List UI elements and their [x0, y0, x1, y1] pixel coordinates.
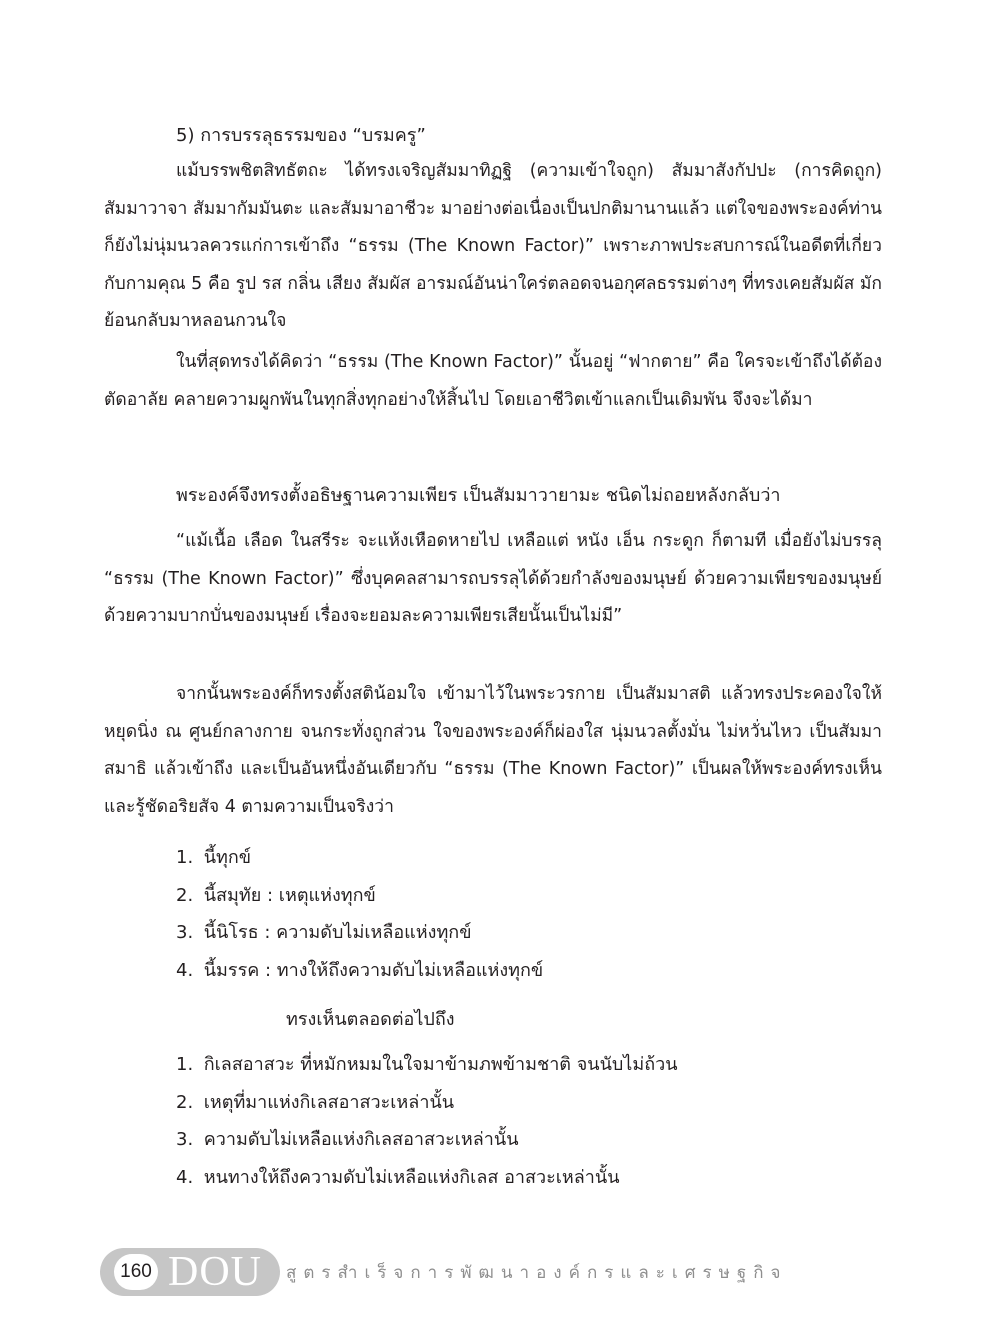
noble-truths-list — [176, 839, 543, 989]
list-item-text: เหตุที่มาแห่งกิเลสอาสวะเหล่านั้น — [203, 1091, 455, 1113]
paragraph-3: พระองค์จึงทรงตั้งอธิษฐานความเพียร เป็นสัมมาวายามะ ชนิดไม่ถอยหลังกลับว่า — [176, 485, 781, 506]
list-item-number: 1. — [176, 847, 194, 868]
paragraph-4-text: “แม้เนื้อ เลือด ในสรีระ จะแห้งเหือดหายไป เหลือแต่ หนัง เอ็น กระดูก ก็ตามที เมื่อยังไม่บรรลุ “ธรรม (The Known Factor)” ซึ่งบุคคลสามารถบรรลุได้ด้วยกำลังของมนุษย์ ด้วยความเพียรของมนุษย์ ด้วยความบากบั่นของมนุษย์ เรื่องจะยอมละความเพียรเสียนั้นเป็นไม่มี” — [104, 531, 882, 626]
list-item-number: 3. — [176, 922, 194, 943]
dou-logo: DOU — [168, 1249, 262, 1295]
list-item — [176, 914, 543, 952]
section-heading: 5) การบรรลุธรรมของ “บรมครู” — [176, 125, 426, 146]
list-item-number: 3. — [176, 1129, 194, 1150]
list-item — [176, 1159, 678, 1197]
list-item-number: 2. — [176, 1091, 194, 1113]
paragraph-4-quote — [104, 523, 882, 636]
list-item — [176, 1084, 678, 1122]
list-item — [176, 1046, 678, 1084]
list-item-number: 4. — [176, 1166, 194, 1188]
list-item — [176, 877, 543, 915]
page-footer — [100, 1248, 900, 1298]
footer-badge — [100, 1248, 280, 1296]
defilements-list — [176, 1046, 678, 1196]
list-item-text: หนทางให้ถึงความดับไม่เหลือแห่งกิเลส อาสวะเหล่านั้น — [203, 1166, 620, 1188]
list-item-text: นี้นิโรธ : ความดับไม่เหลือแห่งทุกข์ — [203, 922, 472, 943]
list-item — [176, 952, 543, 990]
paragraph-1-text: แม้บรรพชิตสิทธัตถะ ได้ทรงเจริญสัมมาทิฏฐิ (ความเข้าใจถูก) สัมมาสังกัปปะ (การคิดถูก) สัมมาวาจา สัมมากัมมันตะ และสัมมาอาชีวะ มาอย่างต่อเนื่องเป็นปกติมานานแล้ว แต่ใจของพระองค์ท่าน ก็ยังไม่นุ่มนวลควรแก่การเข้าถึง “ธรรม (The Known Factor)” เพราะภาพประสบการณ์ในอดีตที่เกี่ยวกับกามคุณ 5 คือ รูป รส กลิ่น เสียง สัมผัส อารมณ์อันน่าใคร่ตลอดจนอกุศลธรรมต่างๆ ที่ทรงเคยสัมผัส มักย้อนกลับมาหลอนกวนใจ — [104, 161, 882, 331]
list-item-text: นี้ทุกข์ — [203, 847, 252, 868]
list-item-text: กิเลสอาสวะ ที่หมักหมมในใจมาข้ามภพข้ามชาติ จนนับไม่ถ้วน — [203, 1054, 678, 1075]
list-item-number: 4. — [176, 959, 194, 981]
paragraph-2-text: ในที่สุดทรงได้คิดว่า “ธรรม (The Known Factor)” นั้นอยู่ “ฟากตาย” คือ ใครจะเข้าถึงได้ต้องตัดอาลัย คลายความผูกพันในทุกสิ่งทุกอย่างให้สิ้นไป โดยเอาชีวิตเข้าแลกเป็นเดิมพัน จึงจะได้มา — [104, 352, 882, 410]
list-item-text: นี้มรรค : ทางให้ถึงความดับไม่เหลือแห่งทุกข์ — [203, 959, 544, 981]
list-item — [176, 839, 543, 877]
paragraph-5-text: จากนั้นพระองค์ก็ทรงตั้งสติน้อมใจ เข้ามาไว้ในพระวรกาย เป็นสัมมาสติ แล้วทรงประคองใจให้หยุดนิ่ง ณ ศูนย์กลางกาย จนกระทั่งถูกส่วน ใจของพระองค์ก็ผ่องใส นุ่มนวลตั้งมั่น ไม่หวั่นไหว เป็นสัมมาสมาธิ แล้วเข้าถึง และเป็นอันหนึ่งอันเดียวกับ “ธรรม (The Known Factor)” เป็นผลให้พระองค์ทรงเห็นและรู้ชัดอริยสัจ 4 ตามความเป็นจริงว่า — [104, 684, 882, 817]
list-item-text: ความดับไม่เหลือแห่งกิเลสอาสวะเหล่านั้น — [203, 1129, 519, 1150]
paragraph-5 — [104, 676, 882, 826]
list-item — [176, 1121, 678, 1159]
paragraph-2 — [104, 344, 882, 419]
list-item-number: 1. — [176, 1054, 194, 1075]
paragraph-1 — [104, 153, 882, 341]
list-item-text: นี้สมุทัย : เหตุแห่งทุกข์ — [203, 884, 376, 906]
footer-book-title: สูตรสำเร็จการพัฒนาองค์กรและเศรษฐกิจ — [286, 1263, 788, 1283]
page-number: 160 — [114, 1254, 158, 1290]
sub-heading: ทรงเห็นตลอดต่อไปถึง — [286, 1009, 455, 1030]
list-item-number: 2. — [176, 884, 194, 906]
